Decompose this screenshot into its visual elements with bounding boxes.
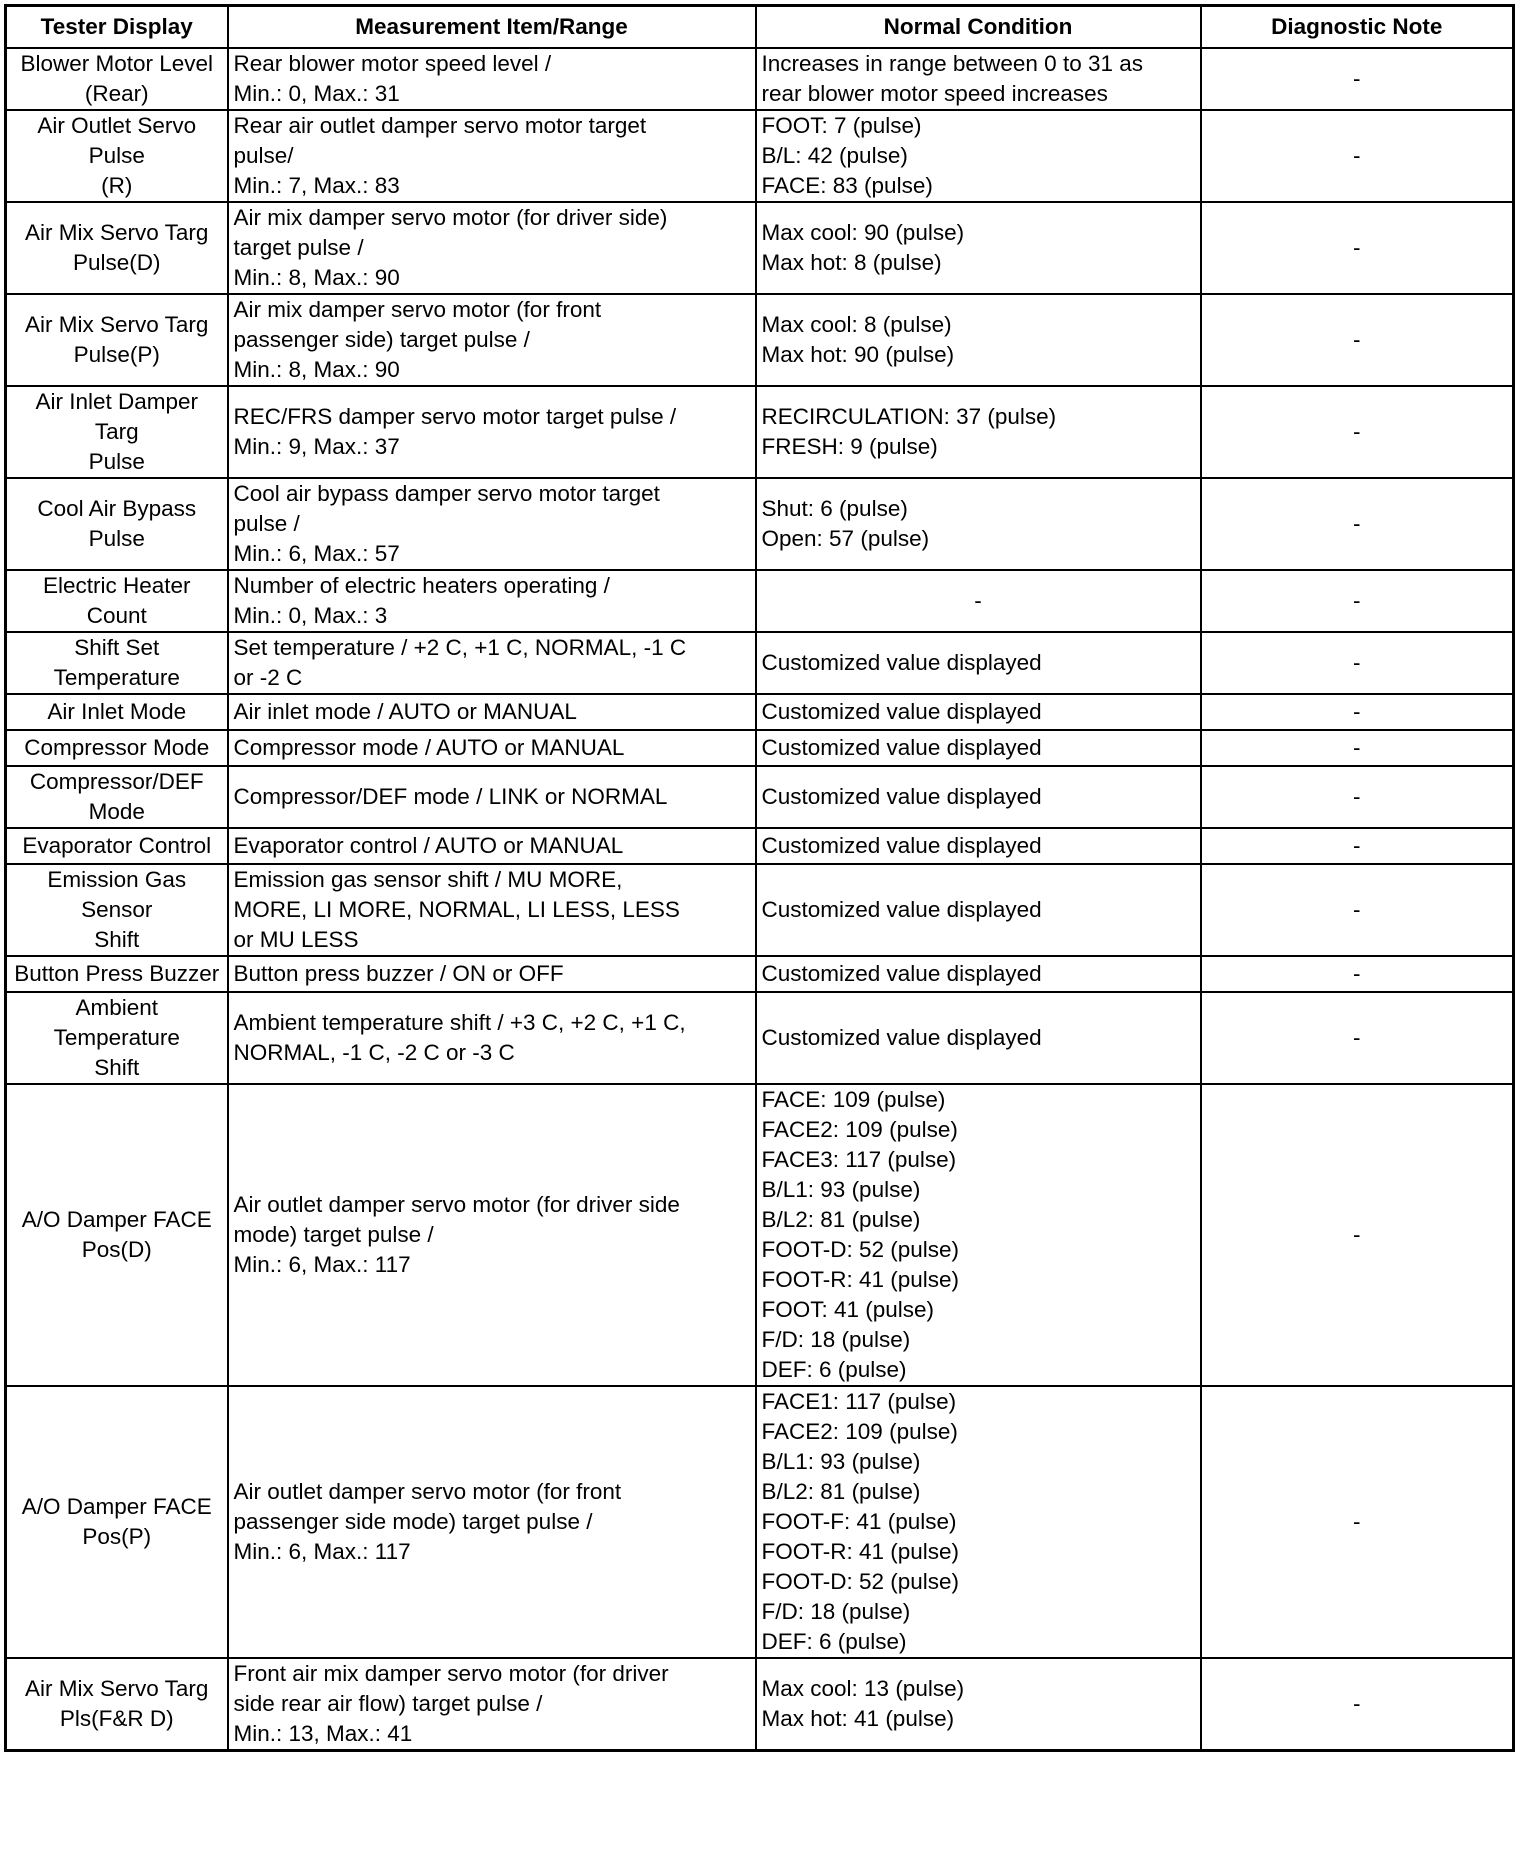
cell-text-line: Min.: 8, Max.: 90 <box>233 356 400 382</box>
cell-text-line: Air Outlet Servo Pulse <box>37 112 197 168</box>
cell-text-line: target pulse / <box>233 234 364 260</box>
cell-diagnostic-note: - <box>1201 1084 1514 1386</box>
cell-text-line: FOOT-D: 52 (pulse) <box>761 1568 960 1594</box>
cell-text-line: Cool air bypass damper servo motor target <box>233 480 660 506</box>
cell-text-line: FACE: 109 (pulse) <box>761 1086 946 1112</box>
cell-text-line: Pulse(D) <box>72 249 161 275</box>
table-row <box>6 956 1514 992</box>
table-row <box>6 694 1514 730</box>
cell-text-line: Open: 57 (pulse) <box>761 525 930 551</box>
cell-text-line: Compressor/DEF mode / LINK or NORMAL <box>233 783 668 809</box>
cell-text-line: Max hot: 41 (pulse) <box>761 1705 955 1731</box>
cell-text-line: Max cool: 90 (pulse) <box>761 219 965 245</box>
cell-text-line: Shut: 6 (pulse) <box>761 495 908 521</box>
table-row <box>6 864 1514 956</box>
cell-diagnostic-note: - <box>1201 570 1514 632</box>
cell-text-line: passenger side) target pulse / <box>233 326 530 352</box>
cell-text-line: Compressor Mode <box>24 734 210 760</box>
cell-normal-condition <box>756 48 1201 110</box>
cell-text-line: FACE2: 109 (pulse) <box>761 1418 958 1444</box>
cell-measurement <box>228 1084 756 1386</box>
cell-text-line: Air outlet damper servo motor (for driver side <box>233 1191 680 1217</box>
cell-text-line: A/O Damper FACE <box>21 1206 212 1232</box>
cell-text-line: Set temperature / +2 C, +1 C, NORMAL, -1 C <box>233 634 687 660</box>
cell-text-line: Air Mix Servo Targ <box>25 311 209 337</box>
table-row <box>6 48 1514 110</box>
cell-text-line: Air inlet mode / AUTO or MANUAL <box>233 698 577 724</box>
table-row <box>6 294 1514 386</box>
table-row <box>6 730 1514 766</box>
header-normal-condition: Normal Condition <box>756 6 1201 48</box>
cell-text-line: Emission Gas Sensor <box>47 866 187 922</box>
cell-text-line: Button press buzzer / ON or OFF <box>233 960 564 986</box>
table-row <box>6 1084 1514 1386</box>
cell-text-line: F/D: 18 (pulse) <box>761 1326 911 1352</box>
cell-text-line: Air mix damper servo motor (for front <box>233 296 602 322</box>
cell-text-line: Blower Motor Level <box>20 50 214 76</box>
cell-measurement <box>228 386 756 478</box>
table-body <box>6 48 1514 1751</box>
cell-diagnostic-note: - <box>1201 48 1514 110</box>
cell-text-line: B/L2: 81 (pulse) <box>761 1478 921 1504</box>
cell-measurement <box>228 48 756 110</box>
cell-text-line: MORE, LI MORE, NORMAL, LI LESS, LESS <box>233 896 680 922</box>
cell-measurement <box>228 694 756 730</box>
cell-text-line: (Rear) <box>84 80 149 106</box>
cell-text-line: Customized value displayed <box>761 832 1042 858</box>
cell-text-line: Min.: 0, Max.: 31 <box>233 80 400 106</box>
cell-text-line: Air Inlet Damper Targ <box>35 388 199 444</box>
table-header-row <box>6 6 1514 48</box>
cell-text-line: FOOT-R: 41 (pulse) <box>761 1538 960 1564</box>
cell-text-line: rear blower motor speed increases <box>761 80 1108 106</box>
cell-diagnostic-note: - <box>1201 1386 1514 1658</box>
header-tester-display: Tester Display <box>6 6 228 48</box>
cell-text-line: Pos(D) <box>81 1236 152 1262</box>
cell-measurement <box>228 992 756 1084</box>
cell-measurement <box>228 1658 756 1751</box>
table-row <box>6 386 1514 478</box>
cell-text-line: Rear air outlet damper servo motor target <box>233 112 647 138</box>
cell-diagnostic-note: - <box>1201 294 1514 386</box>
cell-normal-condition <box>756 570 1201 632</box>
cell-tester-display <box>6 632 228 694</box>
cell-text-line: FRESH: 9 (pulse) <box>761 433 938 459</box>
cell-tester-display <box>6 864 228 956</box>
cell-text-line: Min.: 6, Max.: 117 <box>233 1538 411 1564</box>
cell-normal-condition <box>756 110 1201 202</box>
cell-tester-display <box>6 570 228 632</box>
cell-text-line: side rear air flow) target pulse / <box>233 1690 543 1716</box>
cell-measurement <box>228 202 756 294</box>
cell-text-line: DEF: 6 (pulse) <box>761 1356 907 1382</box>
table-row <box>6 766 1514 828</box>
cell-text-line: REC/FRS damper servo motor target pulse / <box>233 403 677 429</box>
cell-text-line: Emission gas sensor shift / MU MORE, <box>233 866 623 892</box>
cell-text-line: FOOT-D: 52 (pulse) <box>761 1236 960 1262</box>
cell-measurement <box>228 110 756 202</box>
cell-text-line: Pulse(P) <box>73 341 160 367</box>
cell-text-line: Customized value displayed <box>761 783 1042 809</box>
cell-measurement <box>228 828 756 864</box>
cell-text-line: Electric Heater Count <box>42 572 191 628</box>
cell-normal-condition <box>756 864 1201 956</box>
cell-normal-condition <box>756 694 1201 730</box>
cell-tester-display <box>6 828 228 864</box>
cell-measurement <box>228 632 756 694</box>
cell-tester-display <box>6 386 228 478</box>
table-row <box>6 828 1514 864</box>
cell-tester-display <box>6 992 228 1084</box>
cell-text-line: Pos(P) <box>82 1523 152 1549</box>
cell-text-line: Min.: 0, Max.: 3 <box>233 602 388 628</box>
cell-diagnostic-note: - <box>1201 694 1514 730</box>
cell-text-line: FACE2: 109 (pulse) <box>761 1116 958 1142</box>
cell-tester-display <box>6 110 228 202</box>
cell-diagnostic-note: - <box>1201 992 1514 1084</box>
table-row <box>6 570 1514 632</box>
cell-text-line: Ambient Temperature <box>53 994 180 1050</box>
cell-text-line: Max cool: 8 (pulse) <box>761 311 952 337</box>
cell-text-line: - <box>974 587 982 613</box>
cell-diagnostic-note: - <box>1201 478 1514 570</box>
cell-text-line: B/L2: 81 (pulse) <box>761 1206 921 1232</box>
cell-measurement <box>228 570 756 632</box>
cell-text-line: Min.: 8, Max.: 90 <box>233 264 400 290</box>
cell-measurement <box>228 294 756 386</box>
cell-diagnostic-note: - <box>1201 864 1514 956</box>
data-table-container <box>4 4 1515 1752</box>
cell-text-line: Mode <box>88 798 145 824</box>
cell-text-line: Number of electric heaters operating / <box>233 572 610 598</box>
table-row <box>6 632 1514 694</box>
cell-text-line: Customized value displayed <box>761 734 1042 760</box>
cell-text-line: Cool Air Bypass Pulse <box>37 495 197 551</box>
cell-normal-condition <box>756 828 1201 864</box>
table-row <box>6 478 1514 570</box>
cell-tester-display <box>6 730 228 766</box>
cell-tester-display <box>6 202 228 294</box>
cell-diagnostic-note: - <box>1201 730 1514 766</box>
cell-tester-display <box>6 294 228 386</box>
cell-text-line: Customized value displayed <box>761 1024 1042 1050</box>
cell-text-line: DEF: 6 (pulse) <box>761 1628 907 1654</box>
table-row <box>6 202 1514 294</box>
cell-text-line: RECIRCULATION: 37 (pulse) <box>761 403 1057 429</box>
cell-text-line: pulse/ <box>233 142 294 168</box>
cell-measurement <box>228 478 756 570</box>
cell-normal-condition <box>756 992 1201 1084</box>
cell-diagnostic-note: - <box>1201 202 1514 294</box>
cell-text-line: Min.: 6, Max.: 117 <box>233 1251 411 1277</box>
cell-diagnostic-note: - <box>1201 956 1514 992</box>
cell-text-line: Customized value displayed <box>761 960 1042 986</box>
diagnostic-data-table <box>4 4 1515 1752</box>
cell-text-line: Shift Set Temperature <box>53 634 180 690</box>
cell-text-line: Rear blower motor speed level / <box>233 50 552 76</box>
cell-text-line: mode) target pulse / <box>233 1221 434 1247</box>
cell-text-line: FOOT-R: 41 (pulse) <box>761 1266 960 1292</box>
cell-text-line: Customized value displayed <box>761 698 1042 724</box>
cell-text-line: FACE: 83 (pulse) <box>761 172 933 198</box>
table-row <box>6 110 1514 202</box>
cell-text-line: Air Mix Servo Targ <box>25 1675 209 1701</box>
cell-text-line: B/L1: 93 (pulse) <box>761 1176 921 1202</box>
cell-text-line: Max hot: 90 (pulse) <box>761 341 955 367</box>
cell-text-line: Front air mix damper servo motor (for driver <box>233 1660 669 1686</box>
cell-normal-condition <box>756 386 1201 478</box>
cell-text-line: FOOT: 41 (pulse) <box>761 1296 935 1322</box>
cell-text-line: or MU LESS <box>233 926 359 952</box>
cell-text-line: FACE1: 117 (pulse) <box>761 1388 957 1414</box>
table-row <box>6 1658 1514 1751</box>
cell-text-line: Shift <box>94 1054 140 1080</box>
cell-text-line: Customized value displayed <box>761 649 1042 675</box>
cell-text-line: Increases in range between 0 to 31 as <box>761 50 1144 76</box>
cell-normal-condition <box>756 956 1201 992</box>
cell-measurement <box>228 766 756 828</box>
cell-normal-condition <box>756 1658 1201 1751</box>
cell-measurement <box>228 864 756 956</box>
cell-tester-display <box>6 1658 228 1751</box>
cell-text-line: Compressor/DEF <box>29 768 204 794</box>
cell-normal-condition <box>756 478 1201 570</box>
cell-text-line: Air Mix Servo Targ <box>25 219 209 245</box>
cell-text-line: B/L1: 93 (pulse) <box>761 1448 921 1474</box>
cell-text-line: passenger side mode) target pulse / <box>233 1508 593 1534</box>
cell-normal-condition <box>756 730 1201 766</box>
cell-text-line: A/O Damper FACE <box>21 1493 212 1519</box>
cell-text-line: FOOT-F: 41 (pulse) <box>761 1508 957 1534</box>
cell-text-line: Air mix damper servo motor (for driver side) <box>233 204 668 230</box>
header-diagnostic-note: Diagnostic Note <box>1201 6 1514 48</box>
cell-diagnostic-note: - <box>1201 1658 1514 1751</box>
cell-diagnostic-note: - <box>1201 386 1514 478</box>
cell-normal-condition <box>756 294 1201 386</box>
cell-text-line: (R) <box>101 172 133 198</box>
cell-text-line: Evaporator control / AUTO or MANUAL <box>233 832 624 858</box>
cell-text-line: pulse / <box>233 510 300 536</box>
cell-tester-display <box>6 1084 228 1386</box>
cell-text-line: B/L: 42 (pulse) <box>761 142 908 168</box>
cell-tester-display <box>6 694 228 730</box>
cell-normal-condition <box>756 632 1201 694</box>
cell-measurement <box>228 730 756 766</box>
cell-tester-display <box>6 956 228 992</box>
header-measurement: Measurement Item/Range <box>228 6 756 48</box>
cell-text-line: Air outlet damper servo motor (for front <box>233 1478 622 1504</box>
cell-text-line: Max hot: 8 (pulse) <box>761 249 942 275</box>
cell-tester-display <box>6 766 228 828</box>
cell-diagnostic-note: - <box>1201 828 1514 864</box>
cell-text-line: Ambient temperature shift / +3 C, +2 C, +1 C, <box>233 1009 686 1035</box>
cell-normal-condition <box>756 202 1201 294</box>
table-row <box>6 1386 1514 1658</box>
cell-text-line: Min.: 7, Max.: 83 <box>233 172 400 198</box>
cell-text-line: FACE3: 117 (pulse) <box>761 1146 957 1172</box>
cell-text-line: Button Press Buzzer <box>14 960 220 986</box>
cell-diagnostic-note: - <box>1201 110 1514 202</box>
cell-text-line: Air Inlet Mode <box>47 698 187 724</box>
cell-text-line: Min.: 13, Max.: 41 <box>233 1720 413 1746</box>
cell-text-line: NORMAL, -1 C, -2 C or -3 C <box>233 1039 515 1065</box>
cell-text-line: Compressor mode / AUTO or MANUAL <box>233 734 625 760</box>
cell-text-line: F/D: 18 (pulse) <box>761 1598 911 1624</box>
table-row <box>6 992 1514 1084</box>
cell-text-line: Min.: 6, Max.: 57 <box>233 540 400 566</box>
cell-tester-display <box>6 48 228 110</box>
cell-measurement <box>228 1386 756 1658</box>
cell-normal-condition <box>756 1386 1201 1658</box>
cell-diagnostic-note: - <box>1201 766 1514 828</box>
cell-tester-display <box>6 1386 228 1658</box>
cell-text-line: Max cool: 13 (pulse) <box>761 1675 965 1701</box>
cell-text-line: FOOT: 7 (pulse) <box>761 112 922 138</box>
cell-text-line: Customized value displayed <box>761 896 1042 922</box>
cell-text-line: or -2 C <box>233 664 303 690</box>
cell-measurement <box>228 956 756 992</box>
cell-text-line: Min.: 9, Max.: 37 <box>233 433 400 459</box>
cell-text-line: Pls(F&R D) <box>59 1705 174 1731</box>
cell-diagnostic-note: - <box>1201 632 1514 694</box>
cell-text-line: Shift <box>94 926 140 952</box>
cell-text-line: Pulse <box>88 448 145 474</box>
cell-normal-condition <box>756 766 1201 828</box>
cell-text-line: Evaporator Control <box>22 832 212 858</box>
cell-tester-display <box>6 478 228 570</box>
cell-normal-condition <box>756 1084 1201 1386</box>
